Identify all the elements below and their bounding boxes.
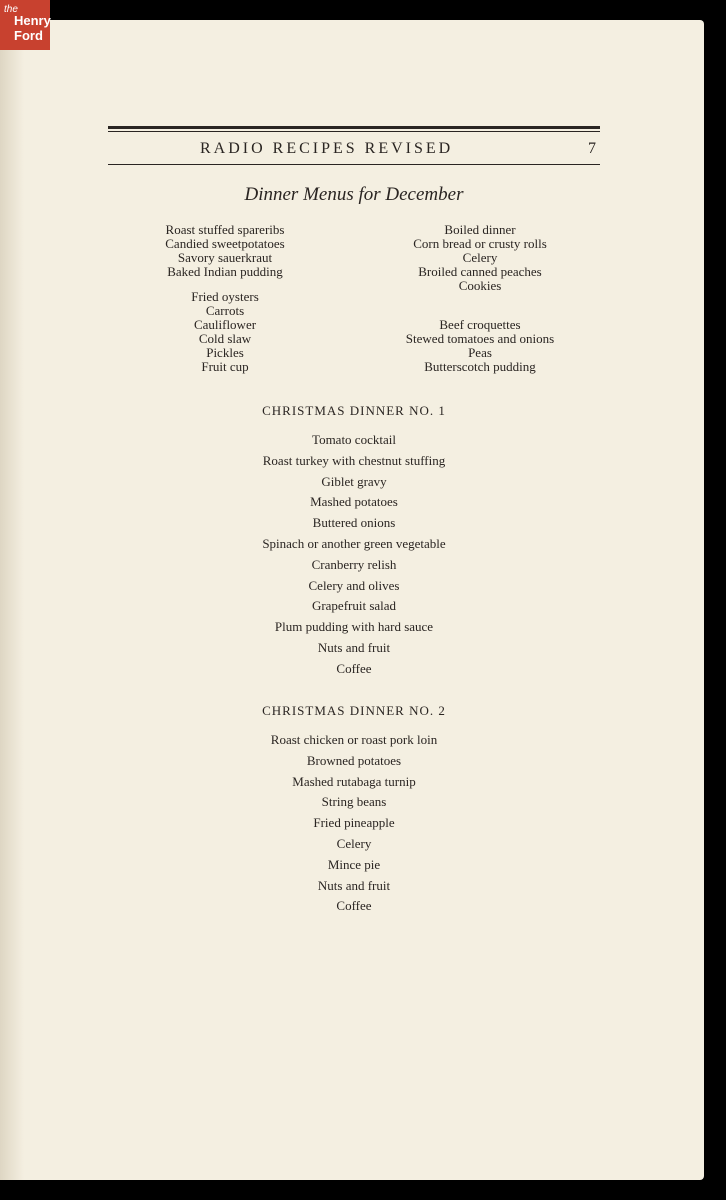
- menu-item: Candied sweetpotatoes: [165, 236, 285, 251]
- header-underline: [108, 164, 600, 165]
- menu-item: Stewed tomatoes and onions: [405, 331, 555, 346]
- menu-roast-spareribs: [145, 223, 305, 279]
- menu-item: Butterscotch pudding: [424, 359, 536, 374]
- christmas-dinner-2-list: [108, 730, 600, 917]
- menu-item: Pickles: [206, 345, 244, 360]
- menu-item: Celery: [336, 835, 372, 851]
- menu-item: String beans: [321, 794, 387, 810]
- menu-item: Mince pie: [327, 856, 381, 872]
- christmas-dinner-2-heading: CHRISTMAS DINNER NO. 2: [262, 703, 446, 718]
- menu-item: Cookies: [458, 278, 502, 293]
- menu-item: Broiled canned peaches: [418, 264, 542, 279]
- menu-item: Carrots: [205, 303, 245, 318]
- logo-line-ford: Ford: [14, 28, 43, 43]
- menu-item: Baked Indian pudding: [167, 264, 283, 279]
- menu-fried-oysters: [150, 290, 300, 374]
- menu-boiled-dinner: [395, 223, 565, 293]
- menu-item: Celery: [462, 250, 498, 265]
- menu-item: Spinach or another green vegetable: [262, 535, 446, 551]
- christmas-dinner-1-list: [108, 430, 600, 680]
- menu-item: Beef croquettes: [439, 317, 521, 332]
- menu-item: Fried oysters: [191, 289, 259, 304]
- christmas-dinner-1-heading: CHRISTMAS DINNER NO. 1: [262, 403, 446, 418]
- menu-item: Giblet gravy: [321, 473, 387, 489]
- menu-item: Roast stuffed spareribs: [165, 222, 285, 237]
- menu-item: Fruit cup: [201, 359, 249, 374]
- menu-item: Corn bread or crusty rolls: [413, 236, 547, 251]
- menu-item: Fried pineapple: [313, 815, 395, 831]
- menu-item: Boiled dinner: [444, 222, 516, 237]
- menu-item: Coffee: [336, 898, 372, 914]
- menu-item: Peas: [468, 345, 492, 360]
- header-rule-thick: [108, 126, 600, 129]
- menu-item: Roast chicken or roast pork loin: [270, 732, 438, 747]
- menu-item: Savory sauerkraut: [177, 250, 273, 265]
- menu-item: Plum pudding with hard sauce: [274, 619, 434, 635]
- menu-item: Cauliflower: [193, 317, 257, 332]
- page-title: Dinner Menus for December: [244, 184, 464, 205]
- menu-item: Roast turkey with chestnut stuffing: [262, 452, 446, 468]
- menu-item: Buttered onions: [312, 515, 396, 531]
- logo-line-the: the: [4, 4, 18, 15]
- menu-item: Browned potatoes: [306, 752, 402, 768]
- menu-item: Coffee: [336, 660, 372, 676]
- logo-line-henry: Henry: [14, 13, 51, 28]
- menu-beef-croquettes: [395, 318, 565, 374]
- running-head: RADIO RECIPES REVISED: [200, 140, 454, 157]
- menu-item: Tomato cocktail: [312, 432, 396, 447]
- menu-item: Celery and olives: [308, 577, 400, 593]
- henry-ford-logo: [0, 0, 50, 50]
- header-rule-thin: [108, 131, 600, 132]
- menu-item: Nuts and fruit: [317, 877, 391, 893]
- page-gutter: [0, 20, 24, 1180]
- menu-item: Nuts and fruit: [317, 639, 391, 655]
- menu-item: Cold slaw: [198, 331, 252, 346]
- page-number: 7: [588, 140, 596, 157]
- menu-item: Mashed potatoes: [310, 494, 398, 510]
- menu-item: Mashed rutabaga turnip: [292, 773, 416, 789]
- menu-item: Cranberry relish: [311, 556, 397, 572]
- menu-item: Grapefruit salad: [311, 598, 397, 614]
